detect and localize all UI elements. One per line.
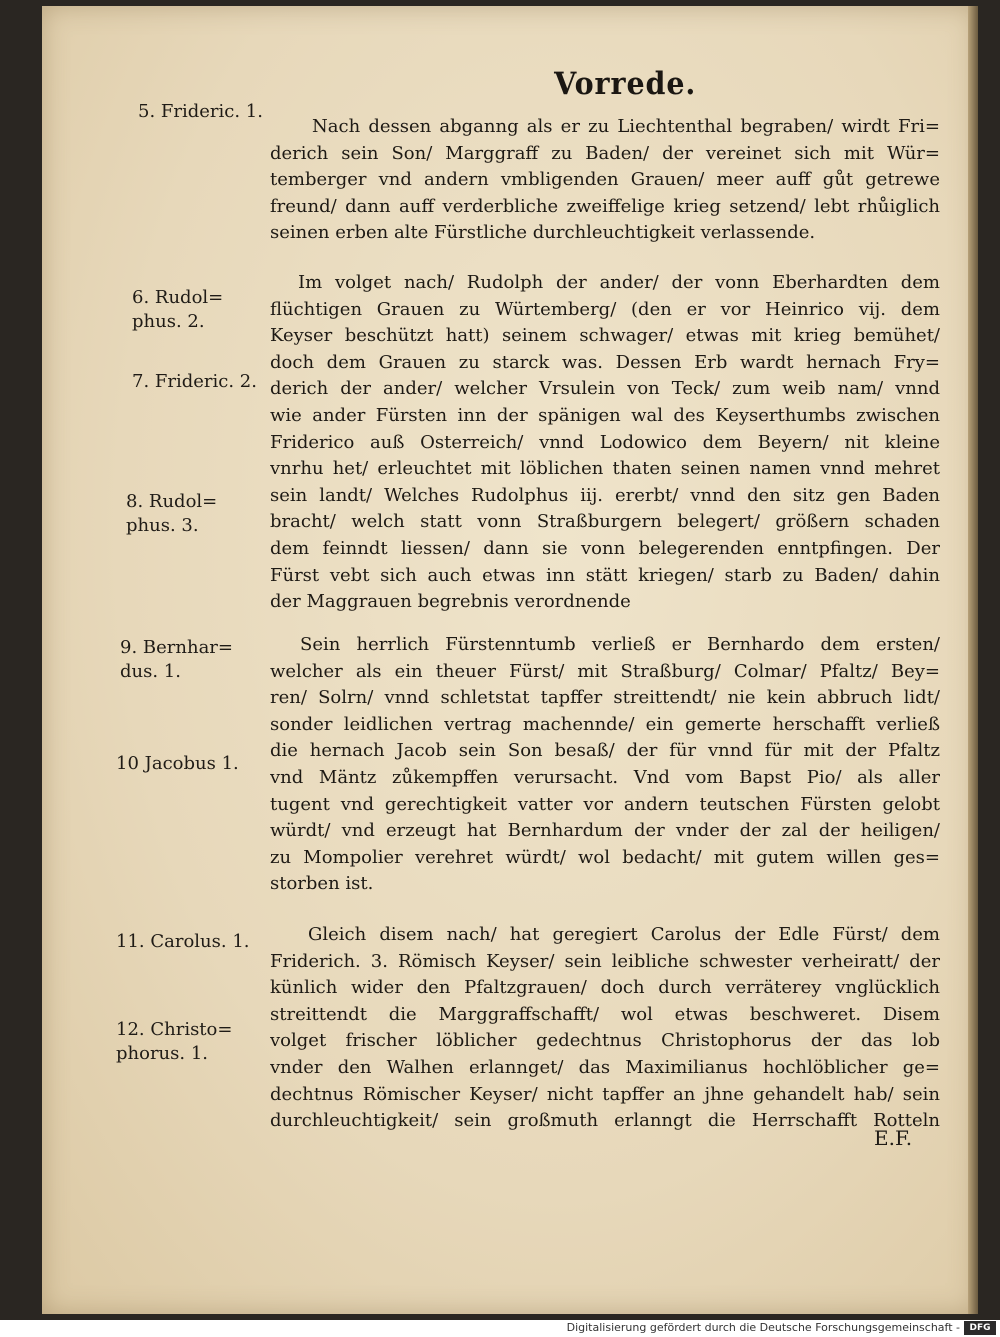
text-line: durchleuchtigkeit/ sein großmuth erlanngt die Herrschafft Rotteln bbox=[270, 1110, 940, 1132]
margin-note-karl-1 bbox=[116, 930, 250, 954]
footer-credit: Digitalisierung gefördert durch die Deutsche Forschungsgemeinschaft - bbox=[566, 1321, 960, 1334]
text-line: zu Mompolier verehret würdt/ wol bedacht/ mit gutem willen ges= bbox=[270, 846, 940, 868]
text-line: flüchtigen Grauen zu Würtemberg/ (den er vor Heinrico vij. dem bbox=[270, 298, 940, 320]
margin-note-line: phorus. 1. bbox=[116, 1043, 209, 1064]
margin-note-friedrich-2 bbox=[132, 370, 257, 394]
digitization-footer bbox=[0, 1320, 1000, 1337]
margin-note-line: 6. Rudol= bbox=[132, 287, 224, 308]
catchword: E.F. bbox=[874, 1126, 913, 1150]
paragraph-friedrich-cont bbox=[270, 141, 940, 247]
page-edge bbox=[968, 6, 978, 1314]
text-line: Sein herrlich Fürstenntumb verließ er Bernhardo dem ersten/ bbox=[300, 634, 940, 655]
text-line: derich der ander/ welcher Vrsulein von Teck/ zum weib nam/ vnnd bbox=[270, 378, 940, 400]
text-line: vnrhu het/ erleuchtet mit löblichen thaten seinen namen vnnd mehret bbox=[270, 458, 940, 480]
text-line: tugent vnd gerechtigkeit vatter vor andern teutschen Fürsten gelobt bbox=[270, 793, 940, 815]
text-line: welcher als ein theuer Fürst/ mit Straßburg/ Colmar/ Pfaltz/ Bey= bbox=[270, 660, 940, 682]
margin-note-line: 7. Frideric. 2. bbox=[132, 371, 257, 392]
margin-note-bernhard-1 bbox=[120, 636, 233, 684]
paragraph-rudolph-cont bbox=[270, 297, 940, 616]
text-line: temberger vnd andern vmbligenden Grauen/ meer auff gůt getrewe bbox=[270, 169, 940, 191]
margin-note-line: 12. Christo= bbox=[116, 1019, 233, 1040]
margin-note-line: 5. Frideric. 1. bbox=[138, 101, 263, 122]
text-line: Friderich. 3. Römisch Keyser/ sein leibliche schwester verheiratt/ der bbox=[270, 950, 940, 972]
paragraph-bernhard-cont bbox=[270, 659, 940, 898]
margin-note-rudolph-3 bbox=[126, 490, 217, 538]
text-line: Friderico auß Osterreich/ vnnd Lodowico dem Beyern/ nit kleine bbox=[270, 431, 940, 453]
paragraph-carolus bbox=[270, 922, 940, 949]
text-line: dechtnus Römischer Keyser/ nicht tapffer an jhne gehandelt hab/ sein bbox=[270, 1083, 940, 1105]
text-line: Gleich disem nach/ hat geregiert Carolus der Edle Fürst/ dem bbox=[308, 924, 940, 945]
margin-note-line: 8. Rudol= bbox=[126, 491, 218, 512]
margin-note-line: 11. Carolus. 1. bbox=[116, 931, 250, 952]
paragraph-bernhard bbox=[270, 632, 940, 659]
paragraph-friedrich bbox=[270, 114, 940, 141]
page-heading: Vorrede. bbox=[554, 66, 697, 102]
text-line: volget frischer löblicher gedechtnus Christophorus der das lob bbox=[270, 1030, 940, 1052]
text-line: seinen erben alte Fürstliche durchleuchtigkeit verlassende. bbox=[270, 222, 816, 244]
paragraph-carolus-cont bbox=[270, 949, 940, 1135]
text-line: sein landt/ Welches Rudolphus iij. ererbt/ vnnd den sitz gen Baden bbox=[270, 484, 940, 506]
text-line: derich sein Son/ Marggraff zu Baden/ der vereinet sich mit Wür= bbox=[270, 142, 940, 164]
margin-note-line: dus. 1. bbox=[120, 661, 181, 682]
text-line: sonder leidlichen vertrag machennde/ ein gemerte herschafft verließ bbox=[270, 713, 940, 735]
text-line: Nach dessen abganng als er zu Liechtenthal begraben/ wirdt Fri= bbox=[312, 116, 940, 137]
dfg-logo: DFG bbox=[964, 1321, 996, 1335]
text-line: künlich wider den Pfaltzgrauen/ doch durch verräterey vnglücklich bbox=[270, 977, 940, 999]
text-line: storben ist. bbox=[270, 873, 374, 895]
text-line: streittendt die Marggraffschafft/ wol etwas beschweret. Disem bbox=[270, 1003, 940, 1025]
text-line: wie ander Fürsten inn der spänigen wal des Keyserthumbs zwischen bbox=[270, 404, 940, 426]
margin-note-line: 10 Jacobus 1. bbox=[116, 753, 239, 774]
text-line: vnder den Walhen erlannget/ das Maximilianus hochlöblicher ge= bbox=[270, 1056, 940, 1078]
margin-note-friedrich-1 bbox=[138, 100, 263, 124]
margin-note-rudolph-2 bbox=[132, 286, 223, 334]
margin-note-line: phus. 3. bbox=[126, 515, 199, 536]
text-line: vnd Mäntz zůkempffen verursacht. Vnd vom Bapst Pio/ als aller bbox=[270, 766, 940, 788]
text-line: Im volget nach/ Rudolph der ander/ der vonn Eberhardten dem bbox=[298, 272, 940, 293]
text-line: ren/ Solrn/ vnnd schletstat tapffer streittendt/ nie kein abbruch lidt/ bbox=[270, 687, 940, 709]
text-line: dem feinndt liessen/ dann sie vonn belegerenden enntpfingen. Der bbox=[270, 537, 940, 559]
text-line: freund/ dann auff verderbliche zweiffelige krieg setzend/ lebt rhůiglich bbox=[270, 195, 940, 217]
text-line: doch dem Grauen zu starck was. Dessen Erb wardt hernach Fry= bbox=[270, 351, 940, 373]
margin-note-christoph-1 bbox=[116, 1018, 232, 1066]
margin-note-line: 9. Bernhar= bbox=[120, 637, 233, 658]
paragraph-rudolph bbox=[270, 270, 940, 297]
text-line: Keyser beschützt hatt) seinem schwager/ etwas mit krieg bemühet/ bbox=[270, 325, 940, 347]
margin-note-jacob-1 bbox=[116, 752, 239, 776]
margin-note-line: phus. 2. bbox=[132, 311, 205, 332]
text-line: würdt/ vnd erzeugt hat Bernhardum der vnder der zal der heiligen/ bbox=[270, 820, 940, 842]
text-line: bracht/ welch statt vonn Straßburgern belegert/ größern schaden bbox=[270, 511, 940, 533]
text-line: Fürst vebt sich auch etwas inn stätt kriegen/ starb zu Baden/ dahin bbox=[270, 564, 940, 586]
text-line: die hernach Jacob sein Son besaß/ der für vnnd für mit der Pfaltz bbox=[270, 740, 940, 762]
text-line: der Maggrauen begrebnis verordnende bbox=[270, 591, 631, 613]
